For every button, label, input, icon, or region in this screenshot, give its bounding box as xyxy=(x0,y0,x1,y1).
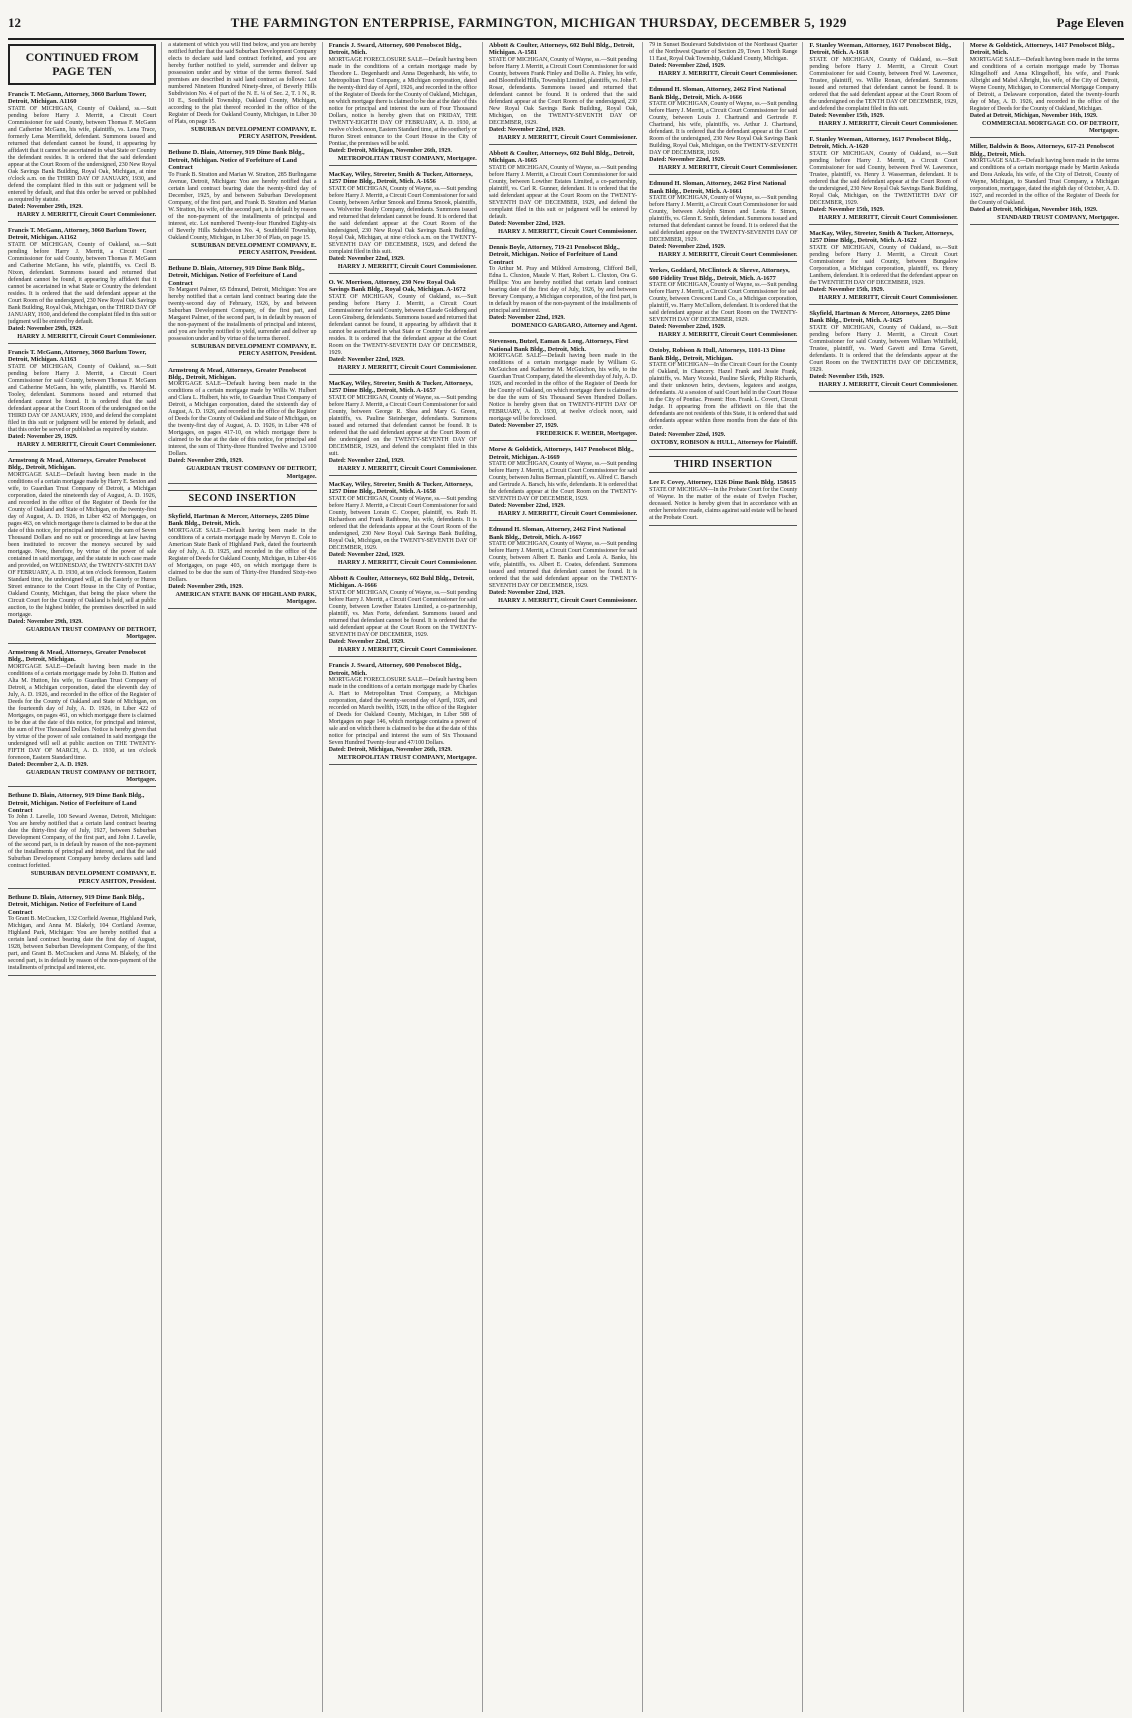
notice-divider xyxy=(329,165,477,166)
notice-signature: GUARDIAN TRUST COMPANY OF DETROIT, Mortgagee. xyxy=(26,768,157,784)
notice-date: Dated: November 22nd, 1929. xyxy=(328,255,405,262)
legal-notice xyxy=(809,230,957,305)
legal-notice xyxy=(649,180,797,262)
notice-date: Dated: December 2, A. D. 1929. xyxy=(8,761,89,768)
notice-divider xyxy=(970,224,1119,225)
notice-heading: Francis T. McGann, Attorney, 3060 Barlum Tower, Detroit, Michigan. A1160 xyxy=(8,90,147,106)
second-insertion-heading: SECOND INSERTION xyxy=(168,490,316,507)
legal-notice xyxy=(489,42,637,145)
notice-signature: HARRY J. MERRITT, Circuit Court Commissioner. xyxy=(498,510,638,518)
notice-heading: F. Stanley Weeman, Attorney, 1617 Penobscot Bldg., Detroit, Mich. A-1618 xyxy=(809,42,952,57)
notice-signature: STANDARD TRUST COMPANY, Mortgagee. xyxy=(997,214,1119,222)
notice-heading: MacKay, Wiley, Streeter, Smith & Tucker, Attorneys, 1257 Dime Bldg., Detroit, Mich. A-1656 xyxy=(328,171,473,186)
notice-signature: HARRY J. MERRITT, Circuit Court Commissioner. xyxy=(658,164,798,172)
notice-body: STATE OF MICHIGAN, County of Oakland, ss.—Suit pending before Harry J. Merritt, a Circuit Court Commissioner for said County, between Thomas F. McGann and Catherine McGann, his wife, plaintiffs, vs. Harold M. Tooley, defendant. Summons issued and returned that defendant cannot be found. It is ordered that the said defendant appear at the Court Room of the undersigned on the THIRD DAY OF JANUARY, 1930, and defend the complaint filed in this suit or judgment will be entered by default, and that this order be served or published as required by statute. xyxy=(8,363,157,433)
notice-divider xyxy=(649,341,797,342)
notice-signature: DOMENICO GARGARO, Attorney and Agent. xyxy=(511,322,638,330)
notice-divider xyxy=(8,221,156,222)
legal-notice xyxy=(168,42,316,144)
notice-date: Dated: November 29, 1929. xyxy=(8,433,78,440)
notice-body: STATE OF MICHIGAN, County of Wayne, ss.—Suit pending before Harry J. Merritt, a Circuit Court Commissioner for said County, between Adolph Simon and Leota F. Simon, plaintiffs, vs. Glenn E. Smith, defendant. Summons issued and returned that defendant cannot be found. It is ordered that the said defendant appear on the TWENTY-SEVENTH DAY OF DECEMBER, 1929. xyxy=(649,195,798,244)
legal-notice xyxy=(649,42,797,81)
legal-notice xyxy=(329,42,477,166)
notice-divider xyxy=(649,174,797,175)
notice-body: MORTGAGE FORECLOSURE SALE—Default having been made in the conditions of a certain mortgage made by Theodore L. Degenhardt and Anna Degenhardt, his wife, to Metropolitan Trust Company, a Michigan corporation, dated the twenty-third day of April, 1926, and recorded in the office of the Register of Deeds for the County of Oakland, Michigan, on which mortgage there is claimed to be due at the date of this notice for principal and interest the sum of Four Thousand Dollars, notice is hereby given that on FRIDAY, THE TWENTY-EIGHTH DAY OF FEBRUARY, A. D. 1930, at twelve o'clock noon, Eastern Standard time, at the southerly or Huron Street entrance to the Court House in the City of Pontiac, the premises will be sold. xyxy=(328,56,477,147)
notice-body: MORTGAGE SALE—Default having been made in the conditions of a certain mortgage made by John D. Hutton and Alta M. Hutton, his wife, to Guardian Trust Company of Detroit, a Michigan corporation, dated the eleventh day of July, A. D. 1926, and recorded in the office of the Register of Deeds for the County of Oakland and State of Michigan, on the fourteenth day of July, A. D. 1926, in Liber 422 of Mortgages, on pages 461, on which mortgage there is claimed to be due at the date of this notice, for principal and interest, the sum of Five Thousand Dollars. Notice is hereby given that by virtue of the power of sale contained in said mortgage the undersigned will sell at public auction on THE TWENTY-FIFTH DAY OF MARCH, A. D. 1930, at ten o'clock forenoon, Eastern Standard time. xyxy=(8,663,157,761)
notice-divider xyxy=(809,224,957,225)
legal-notice xyxy=(8,792,156,889)
notice-signature: COMMERCIAL MORTGAGE CO. OF DETROIT, Mortgagee. xyxy=(982,119,1119,135)
notice-body: MORTGAGE SALE—Default having been made in the conditions of a certain mortgage made by Harry E. Sexton and wife, to Guardian Trust Company of Detroit, a Michigan corporation, dated the nineteenth day of August, A. D. 1926, and recorded in the office of the Register of Deeds for the County of Oakland and State of Michigan, on the twenty-first day of August, A. D. 1926, in Liber 452 of Mortgages, on pages 463, on which mortgage there is claimed to be due at the date of this notice, for principal and interest, the sum of Seven Thousand Dollars and no suit or proceedings at law having been instituted to recover the moneys secured by said mortgage. Now, therefore, by virtue of the power of sale contained in said mortgage, and the statute in such case made and provided, on WEDNESDAY, the TWENTY-SIXTH DAY OF FEBRUARY, A. D. 1930, at ten o'clock forenoon, Eastern Standard time, the undersigned will, at the Easterly or Huron Street entrance to the Court House in the City of Pontiac, Oakland County, Michigan, that being the place where the Circuit Court for the County of Oakland is held, sell at public auction, to the highest bidder, the premises described in said mortgage. xyxy=(8,471,157,618)
notice-signature: HARRY J. MERRITT, Circuit Court Commissioner. xyxy=(337,262,477,270)
notice-signature: METROPOLITAN TRUST COMPANY, Mortgagee. xyxy=(337,154,477,162)
notice-signature: METROPOLITAN TRUST COMPANY, Mortgagee. xyxy=(337,753,477,761)
notice-heading: Francis J. Sward, Attorney, 600 Penobscot Bldg., Detroit, Mich. xyxy=(328,42,462,57)
notice-signature: HARRY J. MERRITT, Circuit Court Commissioner. xyxy=(17,332,157,340)
notice-divider xyxy=(809,130,957,131)
notice-body: a statement of which you will find below, and you are hereby notified further that the said Suburban Development Company elects to declare said land contract forfeited, and you are hereby further notified to yield, surrender and deliver up possession under and by virtue of the terms thereof. Said premises are described in said land contract as follows: Lot numbered Nineteen Hundred Ninety-three, of Beverly Hills Subdivision No. 4 of part of the N. E. ¼ of Sec. 2, T. 1 N., R. 10 E., Southfield Township, Oakland County, Michigan, according to the plat thereof recorded in the office of the Register of Deeds for Oakland County, Michigan, in Liber 30 of Plats, on page 15. xyxy=(168,42,317,125)
notice-heading: Armstrong & Mead, Attorneys, Greater Penobscot Bldg., Detroit, Michigan. xyxy=(8,456,146,472)
notice-divider xyxy=(489,608,637,609)
notice-date: Dated: November 29th, 1929. xyxy=(8,618,83,625)
notice-divider xyxy=(8,786,156,787)
legal-notice xyxy=(168,265,316,362)
notice-signature: HARRY J. MERRITT, Circuit Court Commissioner. xyxy=(818,119,958,127)
notice-divider xyxy=(329,374,477,375)
notice-date: Dated: November 15th, 1929. xyxy=(809,373,885,380)
notice-body: To Margaret Palmer, 65 Edmund, Detroit, Michigan: You are hereby notified that a certain land contract bearing date the twenty-second day of February, 1926, by and between Suburban Development Company, of the first part, and Margaret Palmer, of the second part, is in default by reason of the non-payment of the installments of principal and interest, and you are hereby notified to yield, surrender and deliver up possession under and by virtue of the terms thereof. xyxy=(168,287,317,343)
notice-signature: HARRY J. MERRITT, Circuit Court Commissioner. xyxy=(498,597,638,605)
notice-divider xyxy=(168,483,316,484)
notice-heading: Bethune D. Blain, Attorney, 919 Dime Bank Bldg., Detroit, Michigan. Notice of Forfeiture of Land Contract xyxy=(168,149,305,172)
notice-divider xyxy=(168,608,316,609)
notice-date: Dated: November 22nd, 1929. xyxy=(488,126,565,133)
legal-notice xyxy=(8,894,156,976)
notice-signature: GUARDIAN TRUST COMPANY OF DETROIT, Mortgagee. xyxy=(26,625,157,640)
legal-notice xyxy=(8,649,156,787)
notice-body: STATE OF MICHIGAN—In the Probate Court for the County of Wayne. In the matter of the estate of Evelyn Fischer, deceased. Notice is hereby given that in accordance with an order heretofore made, claims against said estate will be heard at the Probate Court. xyxy=(649,486,798,521)
notice-heading: Armstrong & Mead, Attorneys, Greater Penobscot Bldg., Detroit, Michigan. xyxy=(8,649,146,664)
notice-heading: Abbott & Coulter, Attorneys, 602 Buhl Bldg., Detroit, Michigan. A-1665 xyxy=(488,150,635,165)
notice-signature: FREDERICK F. WEBER, Mortgagee. xyxy=(536,430,638,438)
notice-heading: MacKay, Wiley, Streeter, Smith & Tucker, Attorneys, 1257 Dime Bldg., Detroit, Mich. A-1622 xyxy=(809,230,954,245)
notice-body: STATE OF MICHIGAN, County of Oakland, ss.—Suit pending before Harry J. Merritt, a Circuit Court Commissioner for said County, between Fred W. Lawrence, Trustee, plaintiff, vs. Willie Ronan, defendant. Summons issued and returned that defendant cannot be found. It is ordered that the said defendant appear at the Court Room of the undersigned on the TENTH DAY OF DECEMBER, 1929, and defend the complaint filed in this suit. xyxy=(809,56,958,112)
notice-divider xyxy=(809,391,957,392)
notice-date: Dated: November 22nd, 1929. xyxy=(649,157,726,164)
third-insertion-heading: THIRD INSERTION xyxy=(649,456,797,473)
notice-divider xyxy=(649,80,797,81)
notice-heading: Francis T. McGann, Attorney, 3060 Barlum Tower, Detroit, Michigan. A1163 xyxy=(8,348,147,364)
legal-notices-columns xyxy=(8,42,1124,1712)
page-number-right: Page Eleven xyxy=(1056,15,1124,30)
legal-notice xyxy=(809,136,957,225)
notice-body: To Grant B. McCracken, 132 Corfield Avenue, Highland Park, Michigan, and Anna M. Blakely, 104 Cortland Avenue, Highland Park, Michigan: You are hereby notified that a certain land contract bearing date the first day of August, 1928, between Suburban Development Company, of the first part, and Grant B. McCracken and Anna M. Blakely, of the second part, is in default by reason of the non-payment of the installments of principal and interest, etc. xyxy=(8,916,157,972)
notice-signature: SUBURBAN DEVELOPMENT COMPANY, E. PERCY ASHTON, President. xyxy=(191,343,317,358)
legal-notice xyxy=(8,349,156,452)
notice-date: Dated: November 22nd, 1929. xyxy=(328,356,405,363)
notice-date: Dated: November 15th, 1929. xyxy=(809,286,885,293)
legal-notice xyxy=(168,149,316,260)
notice-body: 79 in Sunset Boulevard Subdivision of the Northeast Quarter of the Northwest Quarter of Section 29, Town 1 North Range 11 East, Royal Oak Township, Oakland County, Michigan. xyxy=(649,42,798,62)
legal-notice xyxy=(168,513,316,609)
notice-heading: Bethune D. Blain, Attorney, 919 Dime Bank Bldg., Detroit, Michigan. Notice of Forfeiture of Land Contract xyxy=(8,893,145,916)
notice-heading: Skyfield, Hartman & Mercer, Attorneys, 2205 Dime Bank Bldg., Detroit, Mich. A-1625 xyxy=(809,310,951,325)
legal-notice xyxy=(489,150,637,239)
notice-date: Dated: November 29th, 1929. xyxy=(8,203,83,210)
notice-heading: Francis T. McGann, Attorney, 3060 Barlum Tower, Detroit, Michigan. A1162 xyxy=(8,226,147,242)
notice-date: Dated at Detroit, Michigan, November 16th, 1929. xyxy=(969,112,1098,119)
notice-heading: Lee F. Covey, Attorney, 1326 Dime Bank Bldg. 158615 xyxy=(649,479,796,487)
notice-heading: Abbott & Coulter, Attorneys, 602 Buhl Bldg., Detroit, Michigan. A-1666 xyxy=(328,575,475,590)
notice-body: MORTGAGE SALE—Default having been made in the conditions of a certain mortgage made by William G. McGuichon and Katherine M. McGuichon, his wife, to the Guardian Trust Company, dated the eleventh day of July, A. D. 1926, and recorded in the office of the Register of Deeds for the County of Oakland, on which mortgage there is claimed to be due the sum of Six Thousand Seven Hundred Dollars. Notice is hereby given that on TWENTY-FIFTH DAY OF FEBRUARY, A. D. 1930, at twelve o'clock noon, said mortgage will be foreclosed. xyxy=(488,353,638,423)
notice-body: MORTGAGE SALE—Default having been made in the conditions of a certain mortgage made by Willis W. Hulbert and Clara L. Hulbert, his wife, to Guardian Trust Company of Detroit, a Michigan corporation, dated the sixteenth day of August, A. D. 1926, and recorded in the office of the Register of Deeds for the County of Oakland and State of Michigan, on the twenty-first day of August, A. D. 1926, in Liber 478 of Mortgages, on pages 417-10, on which mortgage there is claimed to be due at the date of this notice, for principal and interest, the sum of Thirty-three Hundred Twelve and 13/100 Dollars. xyxy=(168,381,317,458)
notice-signature: HARRY J. MERRITT, Circuit Court Commissioner. xyxy=(498,227,638,235)
notice-body: To Frank B. Stratton and Marian W. Stratton, 285 Burlingame Avenue, Detroit, Michigan: You are hereby notified that a certain land contract bearing date the twenty-third day of December, 1925, by and between Suburban Development Company, of the first part, and Frank B. Stratton and Marian W. Stratton, his wife, of the second part, is in default by reason of the non-payment of the installments of principal and interest, etc. Lot numbered Twenty-four Hundred Eighty-six of Beverly Hills Subdivision No. 4, Southfield Township, Oakland County, Michigan, in Liber 30 of Plats, on page 15. xyxy=(168,171,317,241)
notice-heading: Edmund H. Sloman, Attorney, 2462 First National Bank Bldg., Detroit, Mich. A-1667 xyxy=(488,526,626,541)
legal-notice xyxy=(329,380,477,476)
notice-divider xyxy=(489,144,637,145)
notice-body: STATE OF MICHIGAN, County of Wayne, ss.—Suit pending before Harry J. Merritt, a Circuit Court Commissioner for said County, between Crescent Land Co., a Michigan corporation, plaintiff, vs. Harry McCullom, defendant. It is ordered that the said defendant appear at the Court Room on the TWENTY-SEVENTH DAY OF DECEMBER, 1929. xyxy=(649,282,798,324)
notice-date: Dated: November 29th, 1929. xyxy=(168,458,243,465)
notice-date: Dated: November 15th, 1929. xyxy=(809,206,885,213)
notice-date: Dated: November 29th, 1929. xyxy=(8,325,83,332)
legal-notice xyxy=(329,171,477,274)
notice-body: STATE OF MICHIGAN, County of Wayne, ss.—Suit pending before Harry J. Merritt, a Circuit Court Commissioner for said County, between George R. Shea and Mary G. Green, plaintiffs, vs. Pauline Steinberger, defendants. Summons issued and returned that defendant cannot be found. It is ordered that the said defendant appear at the Court Room of the undersigned on the TWENTY-SEVENTH DAY OF DECEMBER, 1929, and defend the complaint filed in this suit. xyxy=(328,394,477,457)
notice-signature: HARRY J. MERRITT, Circuit Court Commissioner. xyxy=(658,251,798,259)
notice-date: Dated: November 22nd, 1929. xyxy=(488,590,565,597)
notice-date: Dated: November 22nd, 1929. xyxy=(488,220,565,227)
legal-notice xyxy=(649,267,797,342)
notice-heading: Edmund H. Sloman, Attorney, 2462 First National Bank Bldg., Detroit, Mich. A-1661 xyxy=(649,180,787,195)
notice-heading: Morse & Goldstick, Attorneys, 1417 Penobscot Bldg., Detroit, Mich. xyxy=(969,42,1115,57)
notice-divider xyxy=(168,361,316,362)
notice-signature: SUBURBAN DEVELOPMENT COMPANY, E. PERCY ASHTON, President. xyxy=(191,126,317,141)
notice-heading: Abbott & Coulter, Attorneys, 602 Buhl Bldg., Detroit, Michigan. A-1581 xyxy=(488,42,635,57)
notice-divider xyxy=(489,332,637,333)
notice-divider xyxy=(329,569,477,570)
notice-heading: Stevenson, Butzel, Eaman & Long, Attorneys, First National Bank Bldg., Detroit, Mich. xyxy=(488,338,629,353)
notice-signature: HARRY J. MERRITT, Circuit Court Commissioner. xyxy=(658,331,798,339)
legal-notice xyxy=(489,244,637,333)
legal-notice xyxy=(970,143,1119,225)
legal-notice xyxy=(168,367,316,484)
legal-notice xyxy=(970,42,1119,138)
notice-heading: Yerkes, Goddard, McClintock & Shreve, Attorneys, 600 Fidelity Trust Bldg., Detroit, Mich. A-1677 xyxy=(649,267,790,282)
notice-divider xyxy=(489,440,637,441)
notice-heading: Francis J. Sward, Attorney, 600 Penobscot Bldg., Detroit, Mich. xyxy=(328,662,462,677)
notice-heading: Dennis Boyle, Attorney, 719-21 Penobscot Bldg., Detroit, Michigan. Notice of Forfeiture of Land Contract xyxy=(488,244,620,266)
notice-date: Dated: November 27, 1929. xyxy=(488,423,559,430)
notice-date: Dated: November 22nd, 1929. xyxy=(649,63,726,69)
notice-heading: Morse & Goldstick, Attorneys, 1417 Penobscot Bldg., Detroit, Michigan. A-1669 xyxy=(488,446,634,461)
notice-body: STATE OF MICHIGAN, County of Oakland, ss.—Suit pending before Harry J. Merritt, a Circuit Court Commissioner for said County, between Fred W. Lawrence, Trustee, plaintiff, vs. Henry J. Wasserman, defendant. It is ordered that the said defendant appear at the Court Room of the undersigned, 230 New Royal Oak Savings Bank Building, Royal Oak, Michigan, on the TWENTIETH DAY OF DECEMBER, 1929. xyxy=(809,150,958,206)
notice-divider xyxy=(168,143,316,144)
legal-notice xyxy=(329,575,477,657)
notice-heading: Armstrong & Mead, Attorneys, Greater Penobscot Bldg., Detroit, Michigan. xyxy=(168,366,307,382)
notice-body: STATE OF MICHIGAN, County of Wayne, ss.—Suit pending before Harry J. Merritt, a Circuit Court Commissioner for said County, between Louis J. Chartrand and Gertrude F. Chartrand, his wife, plaintiffs, vs. Arthur J. Chartrand, defendant. It is ordered that the defendant appear at the Court Room of the undersigned, 230 New Royal Oak Savings Bank Building, Royal Oak, Michigan, on the TWENTY-SEVENTH DAY OF DECEMBER, 1929. xyxy=(649,101,798,157)
notice-heading: Miller, Baldwin & Boos, Attorneys, 617-21 Penobscot Bldg., Detroit, Mich. xyxy=(969,143,1115,158)
notice-date: Dated: Detroit, Michigan, November 26th, 1929. xyxy=(328,746,452,753)
notice-date: Dated: November 22nd, 1929. xyxy=(649,324,726,331)
notice-divider xyxy=(329,764,477,765)
legal-notice xyxy=(489,338,637,441)
newspaper-title: THE FARMINGTON ENTERPRISE, FARMINGTON, MICHIGAN THURSDAY, DECEMBER 5, 1929 xyxy=(230,15,847,30)
notice-date: Dated: November 22nd, 1929. xyxy=(328,457,405,464)
notice-divider xyxy=(970,137,1119,138)
notice-date: Dated at Detroit, Michigan, November 16th, 1929. xyxy=(969,207,1098,214)
legal-notice xyxy=(649,86,797,175)
notice-signature: HARRY J. MERRITT, Circuit Court Commissioner. xyxy=(337,464,477,472)
notice-date: Dated: November 22nd, 1929. xyxy=(649,432,726,439)
notice-signature: OXTOBY, ROBISON & HULL, Attorneys for Plaintiff. xyxy=(650,439,798,447)
notice-body: MORTGAGE SALE—Default having been made in the terms and conditions of a certain mortgage made by Martin Ankuda and Dora Ankuda, his wife, of the City of Detroit, County of Wayne, Michigan, to Standard Trust Company, a Michigan corporation, mortgagee, dated the eighth day of October, A. D. 1927, and recorded in the office of the Register of Deeds for the County of Oakland. xyxy=(969,158,1119,207)
notice-divider xyxy=(329,656,477,657)
notice-divider xyxy=(649,449,797,450)
notice-date: Dated: November 22nd, 1929. xyxy=(328,551,405,558)
notice-divider xyxy=(8,643,156,644)
notice-heading: Skyfield, Hartman & Mercer, Attorneys, 2205 Dime Bank Bldg., Detroit, Mich. xyxy=(168,512,310,528)
notice-date: Dated: November 22nd, 1929. xyxy=(488,315,565,322)
notice-body: STATE OF MICHIGAN, County of Wayne, ss.—Suit pending before Harry J. Merritt, a Circuit Court Commissioner for said County, between Lowther Estates Limited, a co-partnership, plaintiff, vs. Max Forte, defendant. Summons issued and returned that defendant cannot be found. It is ordered that the said defendant appear at the Court Room on the TWENTY-SEVENTH DAY OF DECEMBER, 1929. xyxy=(328,589,477,638)
notice-date: Dated: November 22nd, 1929. xyxy=(488,503,565,510)
notice-signature: HARRY J. MERRITT, Circuit Court Commissioner. xyxy=(17,210,157,218)
notice-body: STATE OF MICHIGAN, County of Wayne, ss.—Suit pending before Harry J. Merritt, a Circuit Court Commissioner for said County, between Julius Berman, plaintiff, vs. Alfred C. Barsch and Gertrude A. Barsch, his wife, defendants. It is ordered that the defendants appear at the Court Room on the TWENTY-SEVENTH DAY OF DECEMBER, 1929. xyxy=(488,461,638,503)
notice-body: MORTGAGE SALE—Default having been made in the terms and conditions of a certain mortgage made by Thomas Klingelhoff and Anna Klingelhoff, his wife, and Frank Albright and Mabel Albright, his wife, of the City of Detroit, Wayne County, Michigan, to Commercial Mortgage Company of Detroit, a Delaware corporation, dated the twenty-fourth day of May, A. D. 1926, and recorded in the office of the Register of Deeds for the County of Oakland, Michigan. xyxy=(969,56,1119,112)
notice-body: STATE OF MICHIGAN—In the Circuit Court for the County of Oakland, in Chancery. Hazel Frank and Jessie Frank, plaintiffs, vs. Mary Vozeski, Pauline Slavik, Philip Richards, and their unknown heirs, devisees, legatees and assigns, defendants. At a session of said Court held in the Court House in the City of Pontiac. Present: Hon. Frank L. Covert, Circuit Judge. It appearing from the affidavit on file that the defendants are not residents of this State, it is ordered that said defendants appear within three months from the date of this order. xyxy=(649,362,798,432)
notice-date: Dated: November 15th, 1929. xyxy=(809,112,885,119)
notice-body: STATE OF MICHIGAN, County of Oakland, ss.—Suit pending before Harry J. Merritt, a Circuit Court Commissioner for said County, between Claude Goldberg and Leon Ginsberg, defendants. Summons issued and returned that defendant cannot be found, it appearing by affidavit that it cannot be ascertained in what State or Country the defendant resides. It is ordered that the defendant appear at the Court Room on the TWENTY-SEVENTH DAY OF DECEMBER, 1929. xyxy=(328,293,477,356)
notice-heading: MacKay, Wiley, Streeter, Smith & Tucker, Attorneys, 1257 Dime Bldg., Detroit, Mich. A-1657 xyxy=(328,380,473,395)
legal-notice xyxy=(329,662,477,765)
column-1 xyxy=(8,42,162,1712)
notice-body: STATE OF MICHIGAN, County of Oakland, ss.—Suit pending before Harry J. Merritt, a Circuit Court Commissioner for said County, between Thomas F. McGann and Catherine McGann, his wife, plaintiffs, vs. Cecil B. Nixon, defendant. Summons issued and returned that defendant cannot be found, it appearing by affidavit that it cannot be ascertained in what State or Country the defendant resides. It is ordered that the said defendant appear at the Court Room of the undersigned, 230 New Royal Oak Savings Bank Building, Royal Oak, Michigan, on the THIRD DAY OF JANUARY, 1930, and defend the complaint filed in this suit or judgment will be entered by default. xyxy=(8,241,157,325)
legal-notice xyxy=(649,479,797,525)
notice-signature: AMERICAN STATE BANK OF HIGHLAND PARK, Mortgagee. xyxy=(175,590,317,605)
legal-notice xyxy=(649,347,797,450)
legal-notice xyxy=(329,279,477,375)
notice-body: STATE OF MICHIGAN, County of Oakland, ss.—Suit pending before Harry J. Merritt, a Circuit Court Commissioner for said County, between Thomas F. McGann and Catherine McGann, his wife, plaintiffs, vs. Lena Trace, formerly Lena Merrifield, defendant. Summons issued and returned that defendant cannot be found, it appearing by affidavit that it cannot be ascertained in what State or Country the defendant resides. It is ordered that the said defendant appear at the Court Room of the undersigned, 230 New Royal Oak Savings Bank Building, Royal Oak, Michigan, at nine o'clock a.m. on the THIRD DAY OF JANUARY, 1930, and defend the complaint filed in this suit or judgment will be entered by default, and that this order be served or published as required by statute. xyxy=(8,105,157,203)
notice-divider xyxy=(329,273,477,274)
notice-heading: Edmund H. Sloman, Attorney, 2462 First National Bank Bldg., Detroit, Mich. A-1666 xyxy=(649,86,787,101)
page-number-left: 12 xyxy=(8,15,21,30)
notice-body: STATE OF MICHIGAN, County of Wayne, ss.—Suit pending before Harry J. Merritt, a Circuit Court Commissioner for said County, between Arthur Smook and Emma Smook, plaintiffs, vs. Wolverine Realty Company, defendants. Summons issued and returned that defendant cannot be found. It is ordered that the said defendant appear at the Court Room of the undersigned, 230 New Royal Oak Savings Bank Building, Royal Oak, Michigan, at nine o'clock a.m. on the TWENTY-SEVENTH DAY OF DECEMBER, 1929, and defend the complaint filed in this suit. xyxy=(328,185,477,255)
notice-signature: HARRY J. MERRITT, Circuit Court Commissioner. xyxy=(17,440,157,448)
legal-notice xyxy=(809,42,957,131)
notice-divider xyxy=(649,261,797,262)
column-4 xyxy=(489,42,643,1712)
continued-from-box: CONTINUED FROM PAGE TEN xyxy=(8,44,156,85)
notice-signature: HARRY J. MERRITT, Circuit Court Commissioner. xyxy=(818,293,958,301)
notice-body: STATE OF MICHIGAN, County of Wayne, ss.—Suit pending before Harry J. Merritt, a Circuit Court Commissioner for said County, between Lorain C. Cooper, plaintiff, vs. Ruth H. Richardson and Frank Rathbone, his wife, defendants. It is ordered that the defendants appear at the Court Room of the undersigned, 230 New Royal Oak Savings Bank Building, Royal Oak, Michigan, on the TWENTY-SEVENTH DAY OF DECEMBER, 1929. xyxy=(328,495,477,551)
notice-signature: HARRY J. MERRITT, Circuit Court Commissioner. xyxy=(818,380,958,388)
notice-body: MORTGAGE SALE—Default having been made in the conditions of a certain mortgage made by Mervyn E. Cole to American State Bank of Highland Park, dated the fourteenth day of July, A. D. 1925, and recorded in the office of the Register of Deeds for Oakland County, Michigan, in Liber 416 of Mortgages, on page 403, on which mortgage there is claimed to be due the sum of Thirty-five Hundred Sixty-two Dollars. xyxy=(168,527,317,583)
notice-divider xyxy=(329,475,477,476)
notice-signature: HARRY J. MERRITT, Circuit Court Commissioner. xyxy=(337,558,477,566)
notice-divider xyxy=(8,343,156,344)
notice-divider xyxy=(168,259,316,260)
notice-body: To Arthur M. Pray and Mildred Armstrong, Clifford Bell, Edna L. Cluxton, Maude V. Hart, Robert L. Cluxton, Ora G. Phillips: You are hereby notified that certain land contract bearing date of the first day of July, 1926, by and between Brevary Company, a Michigan corporation, of the first part, is in default by reason of the non-payment of the installments of principal and interest. xyxy=(488,266,638,315)
masthead xyxy=(8,8,1124,40)
legal-notice xyxy=(8,91,156,222)
notice-date: Dated: November 22nd, 1929. xyxy=(649,244,726,251)
notice-signature: SUBURBAN DEVELOPMENT COMPANY, E. PERCY ASHTON, President. xyxy=(191,241,317,256)
notice-signature: SUBURBAN DEVELOPMENT COMPANY, E. PERCY ASHTON, President. xyxy=(30,870,157,885)
notice-body: STATE OF MICHIGAN, County of Wayne, ss.—Suit pending before Harry J. Merritt, a Circuit Court Commissioner for said County, between Albert E. Banks and Leola A. Banks, his wife, plaintiffs, vs. Albert E. Coates, defendant. Summons issued and returned that defendant cannot be found. It is ordered that the said defendant appear on the TWENTY-SEVENTH DAY OF DECEMBER, 1929. xyxy=(488,541,638,590)
notice-body: MORTGAGE FORECLOSURE SALE—Default having been made in the conditions of a certain mortgage made by Charles A. Hart to Metropolitan Trust Company, a Michigan corporation, dated the twenty-second day of April, 1926, and recorded on March twelfth, 1928, in the office of the Register of Deeds for Oakland County, Michigan, in Liber 588 of Mortgages on page 146, which mortgage contains a power of sale and on which there is claimed to be due at the date of this notice for principal and interest the sum of Six Thousand Seven Hundred Twenty-four and 47/100 Dollars. xyxy=(328,676,477,746)
notice-date: Dated: November 29th, 1929. xyxy=(168,583,243,590)
notice-divider xyxy=(489,238,637,239)
notice-signature: HARRY J. MERRITT, Circuit Court Commissioner. xyxy=(337,363,477,371)
notice-divider xyxy=(8,888,156,889)
legal-notice xyxy=(489,526,637,608)
column-2 xyxy=(168,42,322,1712)
notice-heading: Bethune D. Blain, Attorney, 919 Dime Bank Bldg., Detroit, Michigan. Notice of Forfeiture of Land Contract xyxy=(168,265,305,287)
notice-date: Dated: November 22nd, 1929. xyxy=(328,638,405,645)
notice-divider xyxy=(8,975,156,976)
notice-heading: F. Stanley Weeman, Attorney, 1617 Penobscot Bldg., Detroit, Mich. A-1620 xyxy=(809,136,952,151)
notice-signature: HARRY J. MERRITT, Circuit Court Commissioner. xyxy=(337,645,477,653)
legal-notice xyxy=(329,481,477,570)
legal-notice xyxy=(8,457,156,644)
column-6 xyxy=(809,42,963,1712)
notice-signature: HARRY J. MERRITT, Circuit Court Commissioner. xyxy=(818,213,958,221)
legal-notice xyxy=(489,446,637,521)
notice-body: STATE OF MICHIGAN, County of Wayne, ss.—Suit pending before Harry J. Merritt, a Circuit Court Commissioner for said County, between Lowther Estates Limited, a co-partnership, plaintiff, vs. Carl R. Gunner, defendant. It is ordered that the said defendant appear at the Court Room on the TWENTY-SEVENTH DAY OF DECEMBER, 1929, and defend the complaint filed in this suit or judgment will be entered by default. xyxy=(488,164,638,220)
notice-divider xyxy=(8,451,156,452)
notice-heading: Oxtoby, Robison & Hull, Attorneys, 1101-13 Dime Bank Bldg., Detroit, Michigan. xyxy=(649,347,786,362)
column-7 xyxy=(970,42,1124,1712)
notice-signature: HARRY J. MERRITT, Circuit Court Commissioner. xyxy=(658,70,798,77)
legal-notice xyxy=(8,227,156,344)
notice-date: Dated: Detroit, Michigan, November 26th, 1929. xyxy=(328,147,452,154)
notice-body: STATE OF MICHIGAN, County of Oakland, ss.—Suit pending before Harry J. Merritt, a Circuit Court Commissioner for said County, between Bungalow Corporation, a Michigan corporation, plaintiff, vs. Henry Lanthem, defendant. It is ordered that the defendant appear on the TWENTIETH DAY OF DECEMBER, 1929. xyxy=(809,244,958,286)
notice-divider xyxy=(649,525,797,526)
notice-signature: HARRY J. MERRITT, Circuit Court Commissioner. xyxy=(498,133,638,141)
notice-body: To John J. Lavelle, 100 Seward Avenue, Detroit, Michigan: You are hereby notified that a certain land contract bearing date the thirty-first day of July, 1927, between Suburban Development Company, of the first part, and John J. Lavelle, of the second part, is in default by reason of the non-payment of the installments of principal and interest, and that the said Suburban Development Company hereby declares said land contract forfeited. xyxy=(8,814,157,870)
legal-notice xyxy=(809,310,957,392)
notice-body: STATE OF MICHIGAN, County of Oakland, ss.—Suit pending before Harry J. Merritt, a Circuit Court Commissioner for said County, between William Whitfield, Trustee, plaintiff, vs. Ward Gavett and Erma Gavett, defendants. It is ordered that the defendants appear at the Court Room on the TWENTIETH DAY OF DECEMBER, 1929. xyxy=(809,324,958,373)
notice-divider xyxy=(809,304,957,305)
notice-body: STATE OF MICHIGAN, County of Wayne, ss.—Suit pending before Harry J. Merritt, a Circuit Court Commissioner for said County, between Frank Finley and Dollie A. Finley, his wife, and Bloomfield Hills, Township Limited, plaintiffs, vs. John F. Rosar, defendants. Summons issued and returned that defendant cannot be found. It is ordered that the said defendant appear at the Court Room of the undersigned, 230 New Royal Oak Savings Bank Building, Royal Oak, Michigan, on the TWENTY-SEVENTH DAY OF DECEMBER, 1929. xyxy=(488,56,638,126)
notice-heading: MacKay, Wiley, Streeter, Smith & Tucker, Attorneys, 1257 Dime Bldg., Detroit, Mich. A-1658 xyxy=(328,481,473,496)
notice-signature: GUARDIAN TRUST COMPANY OF DETROIT, Mortgagee. xyxy=(186,465,317,480)
notice-divider xyxy=(489,520,637,521)
notice-heading: O. W. Morrison, Attorney, 230 New Royal Oak Savings Bank Bldg., Royal Oak, Michigan. A-1672 xyxy=(328,279,466,294)
notice-heading: Bethune D. Blain, Attorney, 919 Dime Bank Bldg., Detroit, Michigan. Notice of Forfeiture of Land Contract xyxy=(8,792,145,815)
column-3 xyxy=(329,42,483,1712)
column-5 xyxy=(649,42,803,1712)
